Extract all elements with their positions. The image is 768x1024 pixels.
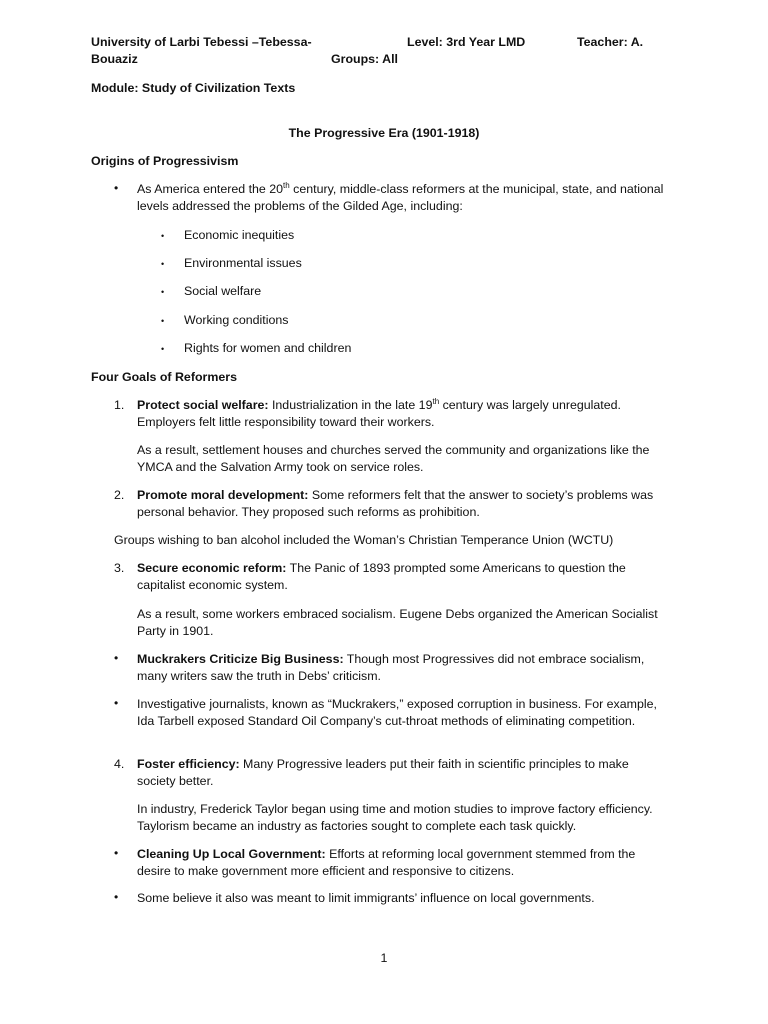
bullet-icon: • [114,890,119,904]
header-module: Module: Study of Civilization Texts [91,81,296,95]
goal1-text: Protect social welfare: Industrialization in the late 19th century was largely unregulated. Employers felt little responsibility toward their workers. [137,396,621,429]
origins-intro: As America entered the 20th century, middle-class reformers at the municipal, state, and national levels addressed the problems of the Gilded Age, including: [137,180,664,213]
header-university: University of Larbi Tebessi –Tebessa- [91,35,312,49]
sub-bullet-icon: • [161,259,165,269]
sub-bullet-icon: • [161,344,165,354]
goal4-text: Foster efficiency: Many Progressive leaders put their faith in scientific principles to make society better. [137,757,629,788]
goal1-para: As a result, settlement houses and churches served the community and organizations like the YMCA and the Salvation Army took on service roles. [137,443,650,474]
bullet-icon: • [114,696,119,710]
bullet-icon: • [114,181,119,195]
goal1-number: 1. [114,398,125,412]
origins-subitem: Working conditions [184,313,289,327]
header-level: Level: 3rd Year LMD [407,35,526,49]
origins-heading: Origins of Progressivism [91,154,239,168]
page-title: The Progressive Era (1901-1918) [288,126,480,140]
bullet-icon: • [114,651,119,665]
origins-subitem: Rights for women and children [184,341,352,355]
goal3-text: Secure economic reform: The Panic of 1893 prompted some Americans to question the capitalist economic system. [137,561,626,592]
origins-subitem: Environmental issues [184,256,302,270]
header-teacher: Teacher: A. [577,35,644,49]
goals-heading: Four Goals of Reformers [91,370,237,384]
sub-bullet-icon: • [161,287,165,297]
origins-subitem: Social welfare [184,284,262,298]
local-gov-text: Cleaning Up Local Government: Efforts at reforming local government stemmed from the desire to make government more efficient and responsive to citizens. [137,847,636,878]
muckrakers-text: Muckrakers Criticize Big Business: Though most Progressives did not embrace socialism, many writers saw the truth in Debs’ criticism. [137,652,645,683]
header-groups: Groups: All [331,52,398,66]
sub-bullet-icon: • [161,231,165,241]
origins-subitem: Economic inequities [184,228,295,242]
page-number: 1 [380,951,388,965]
header-university-cont: Bouaziz [91,52,138,66]
goal3-para: As a result, some workers embraced socialism. Eugene Debs organized the American Socialist Party in 1901. [137,607,658,638]
goal4-para: In industry, Frederick Taylor began using time and motion studies to improve factory efficiency. Taylorism became an industry as factories sought to complete each task quickly. [137,802,653,833]
sub-bullet-icon: • [161,316,165,326]
wctu-text: Groups wishing to ban alcohol included the Woman’s Christian Temperance Union (WCTU) [114,533,614,547]
goal4-number: 4. [114,757,125,771]
immigrants-text: Some believe it also was meant to limit immigrants’ influence on local governments. [137,891,595,905]
goal3-number: 3. [114,561,125,575]
journalists-text: Investigative journalists, known as “Muckrakers,” exposed corruption in business. For example, Ida Tarbell exposed Standard Oil Company’s cut-throat methods of eliminating competition. [137,697,657,728]
bullet-icon: • [114,846,119,860]
goal2-number: 2. [114,488,125,502]
goal2-text: Promote moral development: Some reformers felt that the answer to society’s problems was personal behavior. They proposed such reforms as prohibition. [137,488,654,519]
